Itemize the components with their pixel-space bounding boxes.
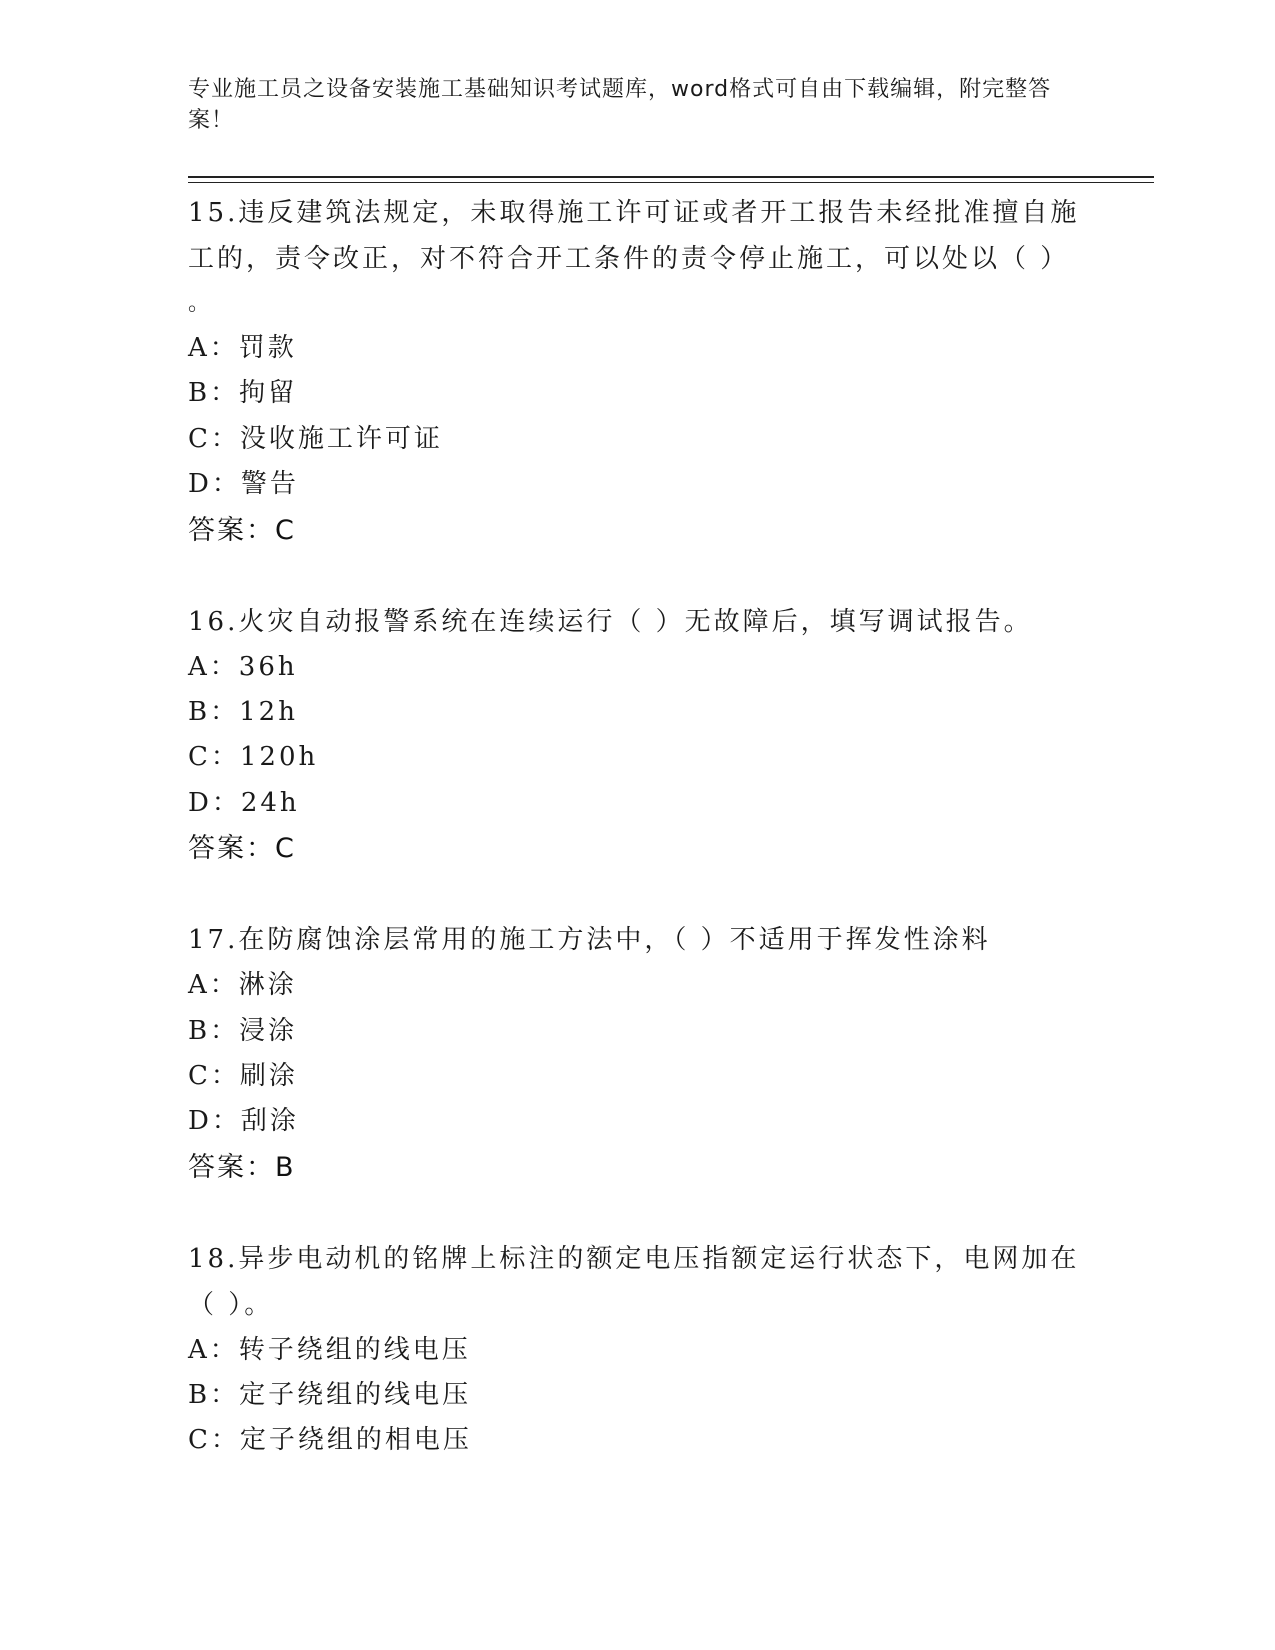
option-b: B：拘留 xyxy=(188,378,298,409)
question-block xyxy=(188,1236,1088,1464)
question-stem: 18.异步电动机的铭牌上标注的额定电压指额定运行状态下，电网加在（ ）。 xyxy=(188,1243,1080,1320)
header-divider-thin xyxy=(188,182,1154,183)
option-b: B：定子绕组的线电压 xyxy=(188,1380,472,1411)
question-spacer xyxy=(188,1191,1088,1236)
answer-line: 答案：C xyxy=(188,833,296,865)
question-block xyxy=(188,599,1088,873)
option-c: C：定子绕组的相电压 xyxy=(188,1425,472,1456)
option-d: D：警告 xyxy=(188,469,299,500)
option-a: A：36h xyxy=(188,651,298,682)
option-d: D：刮涂 xyxy=(188,1106,299,1137)
question-block xyxy=(188,190,1088,554)
question-stem: 16.火灾自动报警系统在连续运行（ ）无故障后，填写调试报告。 xyxy=(188,606,1033,637)
option-a: A：淋涂 xyxy=(188,970,297,1001)
question-spacer xyxy=(188,872,1088,917)
question-stem: 15.违反建筑法规定，未取得施工许可证或者开工报告未经批准擅自施工的，责令改正，对不符合开工条件的责令停止施工，可以处以（ ） 。 xyxy=(188,190,1088,326)
option-c: C：没收施工许可证 xyxy=(188,423,443,454)
option-a: A：罚款 xyxy=(188,333,297,363)
option-b: B：12h xyxy=(188,696,298,727)
answer-line: 答案：C xyxy=(188,514,296,546)
question-stem: 17.在防腐蚀涂层常用的施工方法中，（ ）不适用于挥发性涂料 xyxy=(188,925,991,956)
header-divider-thick xyxy=(188,176,1154,178)
document-intro: 专业施工员之设备安装施工基础知识考试题库，word格式可自由下载编辑，附完整答案！ xyxy=(188,77,1052,133)
answer-line: 答案：B xyxy=(188,1151,296,1183)
question-block xyxy=(188,917,1088,1191)
option-c: C：刷涂 xyxy=(188,1060,298,1091)
option-a: A：转子绕组的线电压 xyxy=(188,1334,471,1365)
question-list xyxy=(188,190,1088,1464)
option-d: D：24h xyxy=(188,787,300,818)
option-b: B：浸涂 xyxy=(188,1015,298,1046)
option-c: C：120h xyxy=(188,742,319,773)
question-spacer xyxy=(188,554,1088,599)
question-stem-tail: 。 xyxy=(188,291,214,316)
